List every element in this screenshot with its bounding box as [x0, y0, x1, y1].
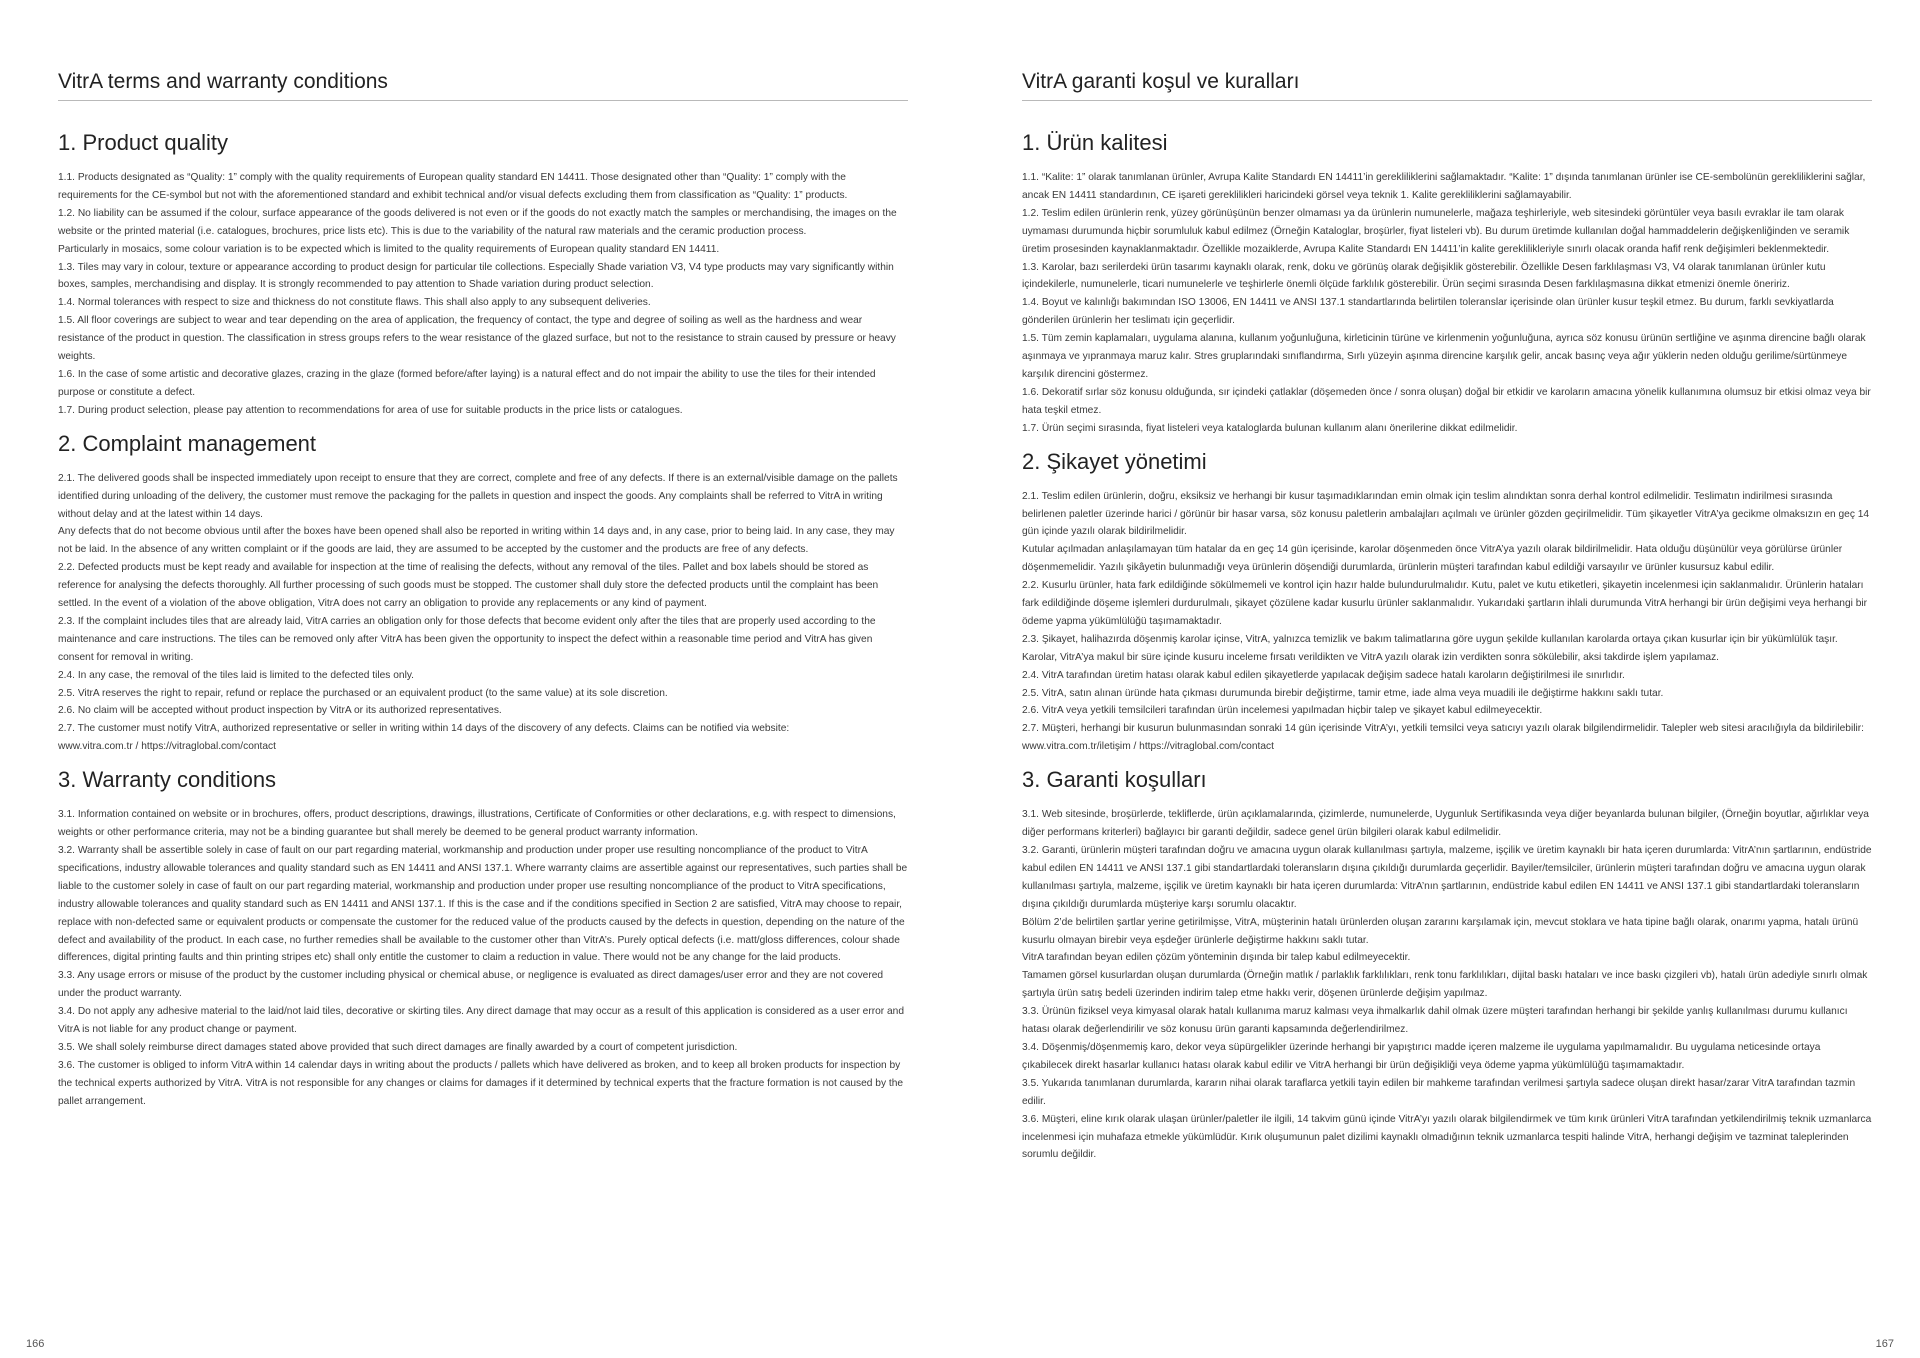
contact-link: www.vitra.com.tr / https://vitraglobal.com/contact	[58, 741, 276, 753]
paragraph: 2.2. Kusurlu ürünler, hata fark edildiğinde sökülmemeli ve kontrol için hazır halde bulundurulmalıdır. Kutu, palet ve kutu etiketleri, şikayetin incelenmesi için saklanmalıdır. Ürünlerin hataları fark edildiğinde döşeme işlemleri durdurulmalı, şikayet çözülene kadar kusurlu ürünler saklanmalıdır. Yukarıdaki şartların ihlali durumunda VitrA herhangi bir ürün değişimi veya herhangi bir ödeme yapma yükümlülüğü taşımamaktadır.	[1022, 580, 1868, 627]
paragraph: 3.1. Information contained on website or in brochures, offers, product descriptions, drawings, illustrations, Certificate of Conformities or other declarations, e.g. with respect to dimensions, weights or other performance criteria, may not be a binding guarantee but shall merely be deemed to be general product warranty information.	[58, 809, 896, 839]
paragraph: Particularly in mosaics, some colour variation is to be expected which is limited to the quality requirements of European quality standard EN 14411.	[58, 243, 720, 255]
paragraph: 1.5. Tüm zemin kaplamaları, uygulama alanına, kullanım yoğunluğuna, kirleticinin türüne ve kirlenmenin yoğunluğuna, ayrıca söz konusu ürünün sertliğine ve aşınma direncine bağlı olarak aşınmaya ve yıpranmaya maruz kalır. Stres gruplarındaki sınıflandırma, Sırlı yüzeyin aşınma direncine karşılık gelir, ancak basınç veya ağır yüklerin neden olduğu gerilime/sürtünmeye karşılık direncini göstermez.	[1022, 333, 1866, 380]
left-page-number: 166	[26, 1338, 45, 1350]
paragraph: 1.4. Normal tolerances with respect to size and thickness do not constitute flaws. This shall also apply to any subsequent deliveries.	[58, 297, 651, 309]
paragraph: 3.2. Garanti, ürünlerin müşteri tarafından doğru ve amacına uygun olarak kullanılması şartıyla, malzeme, işçilik ve üretim kaynaklı bir hata içeren durumlarda: VitrA’nın şartlarının, endüstride kabul edilen EN 14411 ve ANSI 137.1 gibi standartlardaki toleransların dışına çıkıldığı durumlarda geçerlidir. Bayiler/temsilciler, ürünlerin müşteri tarafından doğru ve amacına uygun olarak kullanılması şartıyla, malzeme, işçilik ve üretim kaynaklı bir hata içeren durumlarda: VitrA’nın şartlarının, endüstride kabul edilen EN 14411 ve ANSI 137.1 gibi standartlardaki toleransların dışına çıkıldığı durumlarda müşteriye karşı sorumlu olacaktır.	[1022, 845, 1872, 910]
paragraph: 1.4. Boyut ve kalınlığı bakımından ISO 13006, EN 14411 ve ANSI 137.1 standartlarında belirtilen toleranslar içerisinde olan ürünler kusur teşkil etmez. Bu durum, farklı sevkiyatlarda gönderilen ürünlerin her teslimatı için geçerlidir.	[1022, 297, 1834, 327]
paragraph: 1.7. During product selection, please pay attention to recommendations for area of use for suitable products in the price lists or catalogues.	[58, 404, 683, 416]
paragraph: 1.1. “Kalite: 1” olarak tanımlanan ürünler, Avrupa Kalite Standardı EN 14411’in gerekliliklerini sağlamaktadır. “Kalite: 1” dışında tanımlanan ürünler ise CE-sembolünün gerekliliklerini sağlar, ancak EN 14411 standardının, CE işareti gereklilikleri haricindeki görsel veya teknik 1. Kalite gerekliliklerini sağlamayabilir.	[1022, 172, 1866, 201]
right-section-body	[1022, 806, 1872, 1164]
paragraph: 2.4. VitrA tarafından üretim hatası olarak kabul edilen şikayetlerde yapılacak değişim sadece hatalı karoların değiştirilmesi ile sınırlıdır.	[1022, 669, 1625, 681]
left-section-body	[58, 470, 908, 757]
paragraph: 3.6. The customer is obliged to inform VitrA within 14 calendar days in writing about the products / pallets which have delivered as broken, and to keep all broken products for inspection by the technical experts authorized by VitrA. VitrA is not responsible for any changes or claims for damages if it determined by technical experts that the fracture formation is not caused by the pallet arrangement.	[58, 1059, 904, 1107]
right-column	[1022, 70, 1872, 1164]
paragraph: 1.2. No liability can be assumed if the colour, surface appearance of the goods delivered is not even or if the goods do not exactly match the samples or merchandising, the images on the website or the printed material (i.e. catalogues, brochures, price lists etc). This is due to the variability of the natural raw materials and the ceramic production process.	[58, 207, 897, 237]
paragraph: Kutular açılmadan anlaşılamayan tüm hatalar da en geç 14 gün içerisinde, karolar döşenmeden önce VitrA’ya yazılı olarak bildirilmelidir. Hata olduğu düşünülür veya görülürse ürünler döşenmemelidir. Yazılı şikâyetin bulunmadığı veya ürünlerin döşendiği durumlarda, ürünlerin müşteri tarafından kabul edildiği varsayılır ve ürünler kusursuz kabul edilir.	[1022, 544, 1843, 574]
paragraph: VitrA tarafından beyan edilen çözüm yönteminin dışında bir talep kabul edilmeyecektir.	[1022, 952, 1411, 964]
paragraph: 2.5. VitrA, satın alınan üründe hata çıkması durumunda birebir değiştirme, tamir etme, iade alma veya muadili ile değiştirme hakkını saklı tutar.	[1022, 687, 1664, 699]
paragraph: Bölüm 2’de belirtilen şartlar yerine getirilmişse, VitrA, müşterinin hatalı ürünlerden oluşan zararını karşılamak için, mevcut stoklara ve hata tipine bağlı olarak, onarımı yapma, hatalı ürünü kusurlu olmayan birebir veya eşdeğer ürünlerle değiştirme hakkını saklı tutar.	[1022, 916, 1859, 946]
paragraph: 1.3. Karolar, bazı serilerdeki ürün tasarımı kaynaklı olarak, renk, doku ve görünüş olarak değişiklik gösterebilir. Özellikle Desen farklılaşması V3, V4 olarak tanımlanan ürünler kutu içindekilerle, numunelerle, ticari numunelerle ve teşhirlerle önemli ölçüde farklılık gösterebilir. Ürün seçimi sırasında Desen farklılaşmasına dikkat etmenizi önemle öneririz.	[1022, 261, 1826, 291]
paragraph: 2.1. Teslim edilen ürünlerin, doğru, eksiksiz ve herhangi bir kusur taşımadıklarından emin olmak için teslim alındıktan sonra derhal kontrol edilmelidir. Teslimatın indirilmesi sırasında belirlenen paletler üzerinde harici / görünür bir hasar varsa, söz konusu paletlerin ambalajları açılmalı ve ürünler gözden geçirilmelidir. Tüm şikayetler VitrA’ya gecikme olmaksızın en geç 14 gün içinde yazılı olarak bildirilmelidir.	[1022, 490, 1870, 538]
left-section-warranty-conditions	[58, 766, 908, 1110]
paragraph: 1.6. In the case of some artistic and decorative glazes, crazing in the glaze (formed before/after laying) is a natural effect and do not impair the ability to use the tiles for their intended purpose or constitute a defect.	[58, 368, 876, 398]
paragraph: 1.1. Products designated as “Quality: 1” comply with the quality requirements of European quality standard EN 14411. Those designated other than “Quality: 1” comply with the requirements for the CE-symbol but not with the aforementioned standard and exhibit technical and/or visual defects excluding them from classification as “Quality: 1” products.	[58, 172, 848, 201]
right-section-body	[1022, 488, 1872, 757]
left-document-title: VitrA terms and warranty conditions	[58, 70, 908, 101]
right-page-number: 167	[1875, 1338, 1894, 1350]
left-section-heading: 2. Complaint management	[58, 430, 317, 456]
left-section-body	[58, 806, 908, 1110]
paragraph: 3.4. Do not apply any adhesive material to the laid/not laid tiles, decorative or skirting tiles. Any direct damage that may occur as a result of this application is considered as a user error and VitrA is not liable for any product change or payment.	[58, 1006, 905, 1036]
paragraph: 2.6. No claim will be accepted without product inspection by VitrA or its authorized representatives.	[58, 705, 502, 717]
paragraph: 3.1. Web sitesinde, broşürlerde, tekliflerde, ürün açıklamalarında, çizimlerde, numunelerde, Uygunluk Sertifikasında veya diğer beyanlarda bulunan bilgiler, (Örneğin boyutlar, ağırlıklar veya diğer performans kriterleri) bağlayıcı bir garanti değildir, sadece genel ürün bilgileri olarak kabul edilmelidir.	[1022, 809, 1869, 839]
paragraph: Tamamen görsel kusurlardan oluşan durumlarda (Örneğin matlık / parlaklık farklılıkları, renk tonu farklılıkları, dijital baskı hataları ve ince baskı çizgileri vb), hatalı ürün adediyle sınırlı olmak şartıyla ürün satış bedeli üzerinden indirim talep etme hakkı verir, döşenen ürünlerde değişim yapılmaz.	[1022, 970, 1868, 1000]
left-column	[58, 70, 908, 1111]
paragraph: 3.4. Döşenmiş/döşenmemiş karo, dekor veya süpürgelikler üzerinde herhangi bir yapıştırıcı madde içeren malzeme ile uygulama yapılmamalıdır. Bu uygulama neticesinde ortaya çıkabilecek direkt hasarlar kullanıcı hatası olarak kabul edilir ve VitrA herhangi bir ürün değişikliği veya ödeme yapma yükümlülüğü taşımamaktadır.	[1022, 1041, 1821, 1071]
paragraph: 2.5. VitrA reserves the right to repair, refund or replace the purchased or an equivalent product (to the same value) at its sole discretion.	[58, 687, 668, 699]
paragraph: 3.3. Any usage errors or misuse of the product by the customer including physical or chemical abuse, or negligence is evaluated as direct damages/user error and they are not covered under the product warranty.	[58, 970, 884, 1000]
left-section-product-quality	[58, 129, 908, 420]
paragraph: 2.1. The delivered goods shall be inspected immediately upon receipt to ensure that they are correct, complete and free of any defects. If there is an external/visible damage on the pallets identified during unloading of the delivery, the customer must remove the packaging for the pallets in question and inspect the goods. Any complaints shall be referred to VitrA in writing without delay and at the latest within 14 days.	[58, 472, 898, 520]
right-section-heading: 2. Şikayet yönetimi	[1022, 448, 1207, 474]
contact-link: www.vitra.com.tr/iletişim / https://vitraglobal.com/contact	[1022, 741, 1274, 753]
right-section-urun-kalitesi	[1022, 129, 1872, 438]
left-section-heading: 1. Product quality	[58, 130, 228, 155]
paragraph: 2.2. Defected products must be kept ready and available for inspection at the time of realising the defects, without any removal of the tiles. Pallet and box labels should be stored as reference for analysing the defects thoroughly. All further processing of such goods must be stopped. The customer shall duly store the defected products until the complaint has been settled. In the event of a violation of the above obligation, VitrA does not carry an obligation to provide any replacements or any kind of payment.	[58, 562, 879, 610]
right-document-title: VitrA garanti koşul ve kuralları	[1022, 70, 1872, 101]
paragraph: 2.4. In any case, the removal of the tiles laid is limited to the defected tiles only.	[58, 669, 414, 681]
right-section-body	[1022, 169, 1872, 438]
paragraph: 2.3. If the complaint includes tiles that are already laid, VitrA carries an obligation only for those defects that become evident only after the tiles that are properly used according to the maintenance and care instructions. The tiles can be removed only after VitrA has been given the opportunity to inspect the defect within a reasonable time period and VitrA has given consent for removal in writing.	[58, 615, 876, 663]
paragraph: 1.2. Teslim edilen ürünlerin renk, yüzey görünüşünün benzer olmaması ya da ürünlerin numunelerle, mağaza teşhirleriyle, web sitesindeki görüntüler veya basılı evraklar ile tam olarak uymaması durumunda hiçbir sorumluluk kabul edilmez (Örneğin Kataloglar, broşürler, fiyat listeleri vb). Bu durum üretimde kullanılan doğal hammaddelerin değişkenliğinden ve seramik üretim prosesinden kaynaklanmaktadır. Özellikle mozaiklerde, Avrupa Kalite Standardı EN 14411’in kalite gereklilikleriyle sınırlı olacak oranda hafif renk değişimleri beklenmektedir.	[1022, 207, 1850, 255]
paragraph: 3.5. Yukarıda tanımlanan durumlarda, kararın nihai olarak taraflarca yetkili tayin edilen bir mahkeme tarafından verilmesi şartıyla sadece oluşan direkt hasar/zarar VitrA tarafından tazmin edilir.	[1022, 1077, 1856, 1107]
paragraph: 2.7. Müşteri, herhangi bir kusurun bulunmasından sonraki 14 gün içerisinde VitrA’yı, yetkili temsilci veya satıcıyı yazılı olarak bilgilendirmelidir. Talepler web sitesi aracılığıyla da bildirilebilir:	[1022, 723, 1864, 735]
paragraph: 1.3. Tiles may vary in colour, texture or appearance according to product design for particular tile collections. Especially Shade variation V3, V4 type products may vary significantly within boxes, samples, merchandising and display. It is strongly recommended to pay attention to Shade variation during product selection.	[58, 261, 894, 291]
paragraph: 1.5. All floor coverings are subject to wear and tear depending on the area of application, the frequency of contact, the type and degree of soiling as well as the hardness and wear resistance of the product in question. The classification in stress groups refers to the wear resistance of the glazed surface, but not to the resistance to strain caused by pressure or heavy weights.	[58, 315, 896, 363]
paragraph: 1.6. Dekoratif sırlar söz konusu olduğunda, sır içindeki çatlaklar (döşemeden önce / sonra oluşan) doğal bir etkidir ve karoların amacına yönelik kullanımına olumsuz bir etkisi olmaz veya bir hata teşkil etmez.	[1022, 386, 1871, 416]
paragraph: 3.6. Müşteri, eline kırık olarak ulaşan ürünler/paletler ile ilgili, 14 takvim günü içinde VitrA’yı yazılı olarak bilgilendirmek ve tüm kırık ürünleri VitrA tarafından yetkilendirilmiş teknik uzmanlarca incelenmesi için muhafaza etmekle yükümlüdür. Kırık oluşumunun palet dizilimi kaynaklı olmadığının teknik uzmanlarca tespiti halinde VitrA, herhangi değişim ve tazminat taleplerinden sorumlu değildir.	[1022, 1113, 1872, 1161]
paragraph: 2.3. Şikayet, halihazırda döşenmiş karolar içinse, VitrA, yalnızca temizlik ve bakım talimatlarına göre uygun şekilde kullanılan karolarda ortaya çıkan kusurlar için bir yükümlülük taşır. Karolar, VitrA’ya makul bir süre içinde kusuru inceleme fırsatı verildikten ve VitrA yazılı olarak izin verdikten sonra sökülebilir, aksi takdirde işlem yapılamaz.	[1022, 633, 1838, 663]
right-page	[960, 0, 1920, 1358]
right-section-heading: 3. Garanti koşulları	[1022, 767, 1207, 793]
paragraph: 3.3. Ürünün fiziksel veya kimyasal olarak hatalı kullanıma maruz kalması veya ihmalkarlık dahil olmak üzere müşteri tarafından herhangi bir şekilde yanlış kullanılması durumu kullanıcı hatası olarak değerlendirilir ve söz konusu ürün garanti kapsamında değerlendirilmez.	[1022, 1006, 1848, 1036]
paragraph: 2.7. The customer must notify VitrA, authorized representative or seller in writing within 14 days of the discovery of any defects. Claims can be notified via website:	[58, 723, 790, 735]
paragraph: 2.6. VitrA veya yetkili temsilcileri tarafından ürün incelemesi yapılmadan hiçbir talep ve şikayet kabul edilmeyecektir.	[1022, 705, 1543, 717]
right-section-heading: 1. Ürün kalitesi	[1022, 130, 1168, 155]
paragraph: 1.7. Ürün seçimi sırasında, fiyat listeleri veya kataloglarda bulunan kullanım alanı önerilerine dikkat edilmelidir.	[1022, 422, 1518, 434]
paragraph: 3.5. We shall solely reimburse direct damages stated above provided that such direct damages are finally awarded by a court of competent jurisdiction.	[58, 1041, 738, 1053]
left-section-body	[58, 169, 908, 420]
paragraph: Any defects that do not become obvious until after the boxes have been opened shall also be reported in writing within 14 days and, in any case, prior to being laid. In any case, they may not be laid. In the absence of any written complaint or if the goods are laid, they are assumed to be accepted by the customer and the products are free of any defects.	[58, 526, 895, 556]
right-section-sikayet-yonetimi	[1022, 448, 1872, 757]
right-section-garanti-kosullari	[1022, 766, 1872, 1164]
left-section-complaint-management	[58, 430, 908, 757]
left-section-heading: 3. Warranty conditions	[58, 767, 277, 793]
paragraph: 3.2. Warranty shall be assertible solely in case of fault on our part regarding material, workmanship and production under proper use resulting noncompliance of the product to VitrA specifications, industry allowable tolerances and quality standard such as EN 14411 and ANSI 137.1. Where warranty claims are assertible against our representatives, such parties shall be liable to the customer solely in case of fault on our part regarding material, workmanship and production under proper use resulting noncompliance of the product to VitrA specifications, industry allowable tolerances and quality standard such as EN 14411 and ANSI 137.1. If this is the case and if the conditions specified in Section 2 are satisfied, VitrA may choose to repair, replace with non-defected same or equivalent products or compensate the customer for the reduced value of the products caused by the defects in question, depending on the nature of the defect and availability of the product. In each case, no further remedies shall be available to the customer other than VitrA’s. Purely optical defects (i.e. matt/gloss differences, colour shade differences, digital printing faults and thin printing stripes etc) shall only entitle the customer to claim a reduction in value. There would not be any change for the laid products.	[58, 845, 908, 964]
